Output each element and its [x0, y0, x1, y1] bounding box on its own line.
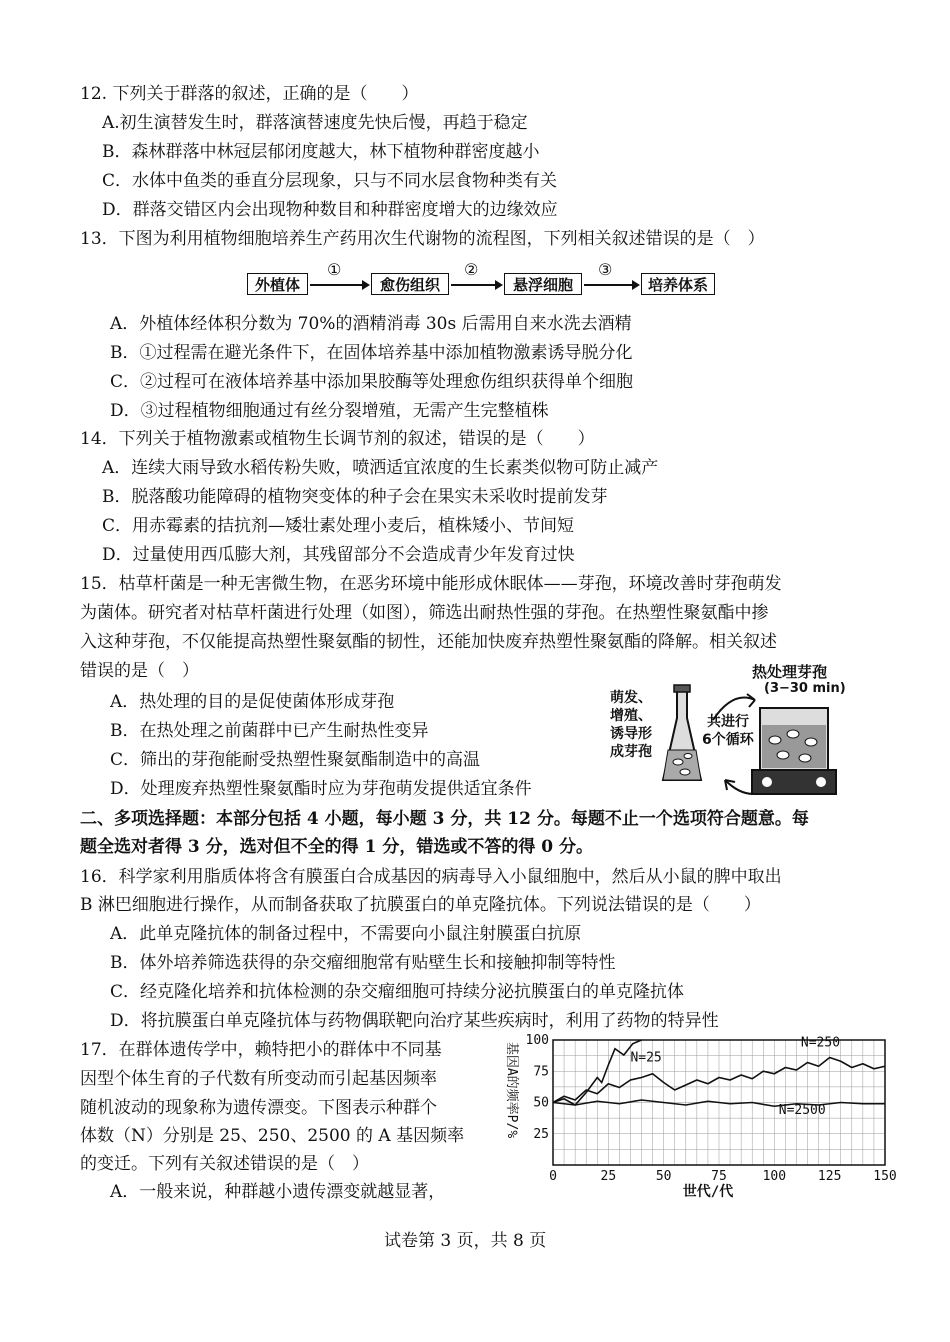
x-tick-label: 100: [762, 1169, 787, 1184]
chart-x-axis-label: 世代/代: [682, 1184, 734, 1200]
fig-mid-label-2: 6个循环: [702, 732, 754, 748]
flow-arrow-3: [584, 284, 638, 286]
q14-option-a: A．连续大雨导致水稻传粉失败，喷洒适宜浓度的生长素类似物可防止减产: [102, 458, 659, 478]
q16-option-b: B．体外培养筛选获得的杂交瘤细胞常有贴壁生长和接触抑制等特性: [110, 953, 616, 973]
q14-option-c: C．用赤霉素的拮抗剂—矮壮素处理小麦后，植株矮小、节间短: [102, 516, 575, 536]
y-tick-label: 25: [533, 1126, 549, 1142]
q16-option-d: D．将抗膜蛋白单克隆抗体与药物偶联靶向治疗某些疾病时，利用了药物的特异性: [110, 1011, 719, 1031]
x-tick-label: 75: [711, 1169, 727, 1184]
q15-option-b: B．在热处理之前菌群中已产生耐热性变异: [110, 721, 429, 741]
flow-box-explant: 外植体: [247, 273, 308, 295]
fig-left-label-4: 成芽孢: [610, 744, 652, 760]
q13-option-a: A．外植体经体积分数为 70%的酒精消毒 30s 后需用自来水洗去酒精: [110, 314, 632, 334]
fig-left-label-3: 诱导形: [610, 726, 652, 742]
q14-stem: 14．下列关于植物激素或植物生长调节剂的叙述，错误的是（ ）: [80, 429, 595, 449]
flow-box-suspension: 悬浮细胞: [504, 273, 582, 295]
q14-option-d: D．过量使用西瓜膨大剂，其残留部分不会造成青少年发育过快: [102, 545, 575, 565]
q13-option-b: B．①过程需在避光条件下，在固体培养基中添加植物激素诱导脱分化: [110, 343, 633, 363]
section2-heading-line-2: 题全选对者得 3 分，选对但不全的得 1 分，错选或不答的得 0 分。: [80, 837, 593, 857]
y-tick-label: 75: [533, 1064, 549, 1080]
flow-step-3: ③: [598, 260, 613, 279]
q16-option-c: C．经克隆化培养和抗体检测的杂交瘤细胞可持续分泌抗膜蛋白的单克隆抗体: [110, 982, 685, 1002]
q16-option-a: A．此单克隆抗体的制备过程中，不需要向小鼠注射膜蛋白抗原: [110, 924, 582, 944]
q17-stem-line-2: 因型个体生育的子代数有所变动而引起基因频率: [80, 1069, 437, 1089]
q15-stem-line-3: 入这种芽孢，不仅能提高热塑性聚氨酯的韧性，还能加快废弃热塑性聚氨酯的降解。相关叙述: [80, 632, 777, 652]
q12-option-b: B．森林群落中林冠层郁闭度越大，林下植物种群密度越小: [102, 142, 540, 162]
y-tick-label: 100: [525, 1033, 549, 1048]
fig-top-label: 热处理芽孢: [752, 663, 828, 681]
y-tick-label: 50: [533, 1095, 549, 1111]
q17-option-a: A．一般来说，种群越小遗传漂变就越显著，: [110, 1182, 446, 1202]
chart-y-axis-label: 基因A的频率P/%: [504, 1041, 519, 1139]
q12-stem: 12. 下列关于群落的叙述，正确的是（ ）: [80, 84, 419, 104]
series-label: N=250: [800, 1035, 841, 1051]
q15-option-d: D．处理废弃热塑性聚氨酯时应为芽孢萌发提供适宜条件: [110, 779, 532, 799]
q15-option-c: C．筛出的芽孢能耐受热塑性聚氨酯制造中的高温: [110, 750, 481, 770]
q13-option-c: C．②过程可在液体培养基中添加果胶酶等处理愈伤组织获得单个细胞: [110, 372, 634, 392]
series-label: N=25: [630, 1050, 662, 1066]
fig-left-label-2: 增殖、: [610, 708, 652, 724]
q15-option-a: A．热处理的目的是促使菌体形成芽孢: [110, 692, 395, 712]
x-tick-label: 50: [655, 1169, 672, 1184]
fig-left-label-1: 萌发、: [610, 690, 652, 706]
page-footer: 试卷第 3 页，共 8 页: [384, 1231, 547, 1251]
flow-box-culture: 培养体系: [641, 273, 715, 295]
fig-time-label: (3−30 min): [764, 681, 846, 696]
gene-frequency-chart: [500, 1030, 897, 1202]
x-tick-label: 150: [873, 1169, 897, 1184]
flow-box-callus: 愈伤组织: [371, 273, 449, 295]
q17-stem-line-3: 随机波动的现象称为遗传漂变。下图表示种群个: [80, 1098, 437, 1118]
flow-arrow-1: [310, 284, 368, 286]
x-tick-label: 0: [549, 1169, 557, 1184]
flask-beaker-illustration: [655, 680, 885, 810]
q15-stem-line-2: 为菌体。研究者对枯草杆菌进行处理（如图），筛选出耐热性强的芽孢。在热塑性聚氨酯中掺: [80, 603, 769, 623]
q17-stem-line-1: 17．在群体遗传学中，赖特把小的群体中不同基: [80, 1040, 442, 1060]
fig-mid-label-1: 共进行: [707, 714, 749, 730]
q15-stem-line-4: 错误的是（ ）: [80, 661, 199, 681]
flow-arrow-2: [451, 284, 501, 286]
q16-stem-line-1: 16．科学家利用脂质体将含有膜蛋白合成基因的病毒导入小鼠细胞中，然后从小鼠的脾中取出: [80, 867, 782, 887]
section2-heading-line-1: 二、多项选择题：本部分包括 4 小题，每小题 3 分，共 12 分。每题不止一个选项符合题意。每: [80, 809, 809, 829]
q16-stem-line-2: B 淋巴细胞进行操作，从而制备获取了抗膜蛋白的单克隆抗体。下列说法错误的是（ ）: [80, 895, 761, 915]
q15-stem-line-1: 15．枯草杆菌是一种无害微生物，在恶劣环境中能形成休眠体——芽孢，环境改善时芽孢萌发: [80, 574, 782, 594]
x-tick-label: 125: [817, 1169, 842, 1184]
q17-stem-line-4: 体数（N）分别是 25、250、2500 的 A 基因频率: [80, 1126, 465, 1146]
x-tick-label: 25: [600, 1169, 617, 1184]
series-label: N=2500: [778, 1102, 826, 1118]
flow-step-2: ②: [464, 260, 479, 279]
flow-step-1: ①: [327, 260, 342, 279]
q17-stem-line-5: 的变迁。下列有关叙述错误的是（ ）: [80, 1154, 369, 1174]
q12-option-a: A.初生演替发生时，群落演替速度先快后慢，再趋于稳定: [102, 113, 528, 133]
q12-option-c: C．水体中鱼类的垂直分层现象，只与不同水层食物种类有关: [102, 171, 558, 191]
q14-option-b: B．脱落酸功能障碍的植物突变体的种子会在果实未采收时提前发芽: [102, 487, 608, 507]
q13-option-d: D．③过程植物细胞通过有丝分裂增殖，无需产生完整植株: [110, 401, 549, 421]
q13-stem: 13．下图为利用植物细胞培养生产药用次生代谢物的流程图，下列相关叙述错误的是（ ）: [80, 229, 765, 249]
q12-option-d: D．群落交错区内会出现物种数目和种群密度增大的边缘效应: [102, 200, 558, 220]
